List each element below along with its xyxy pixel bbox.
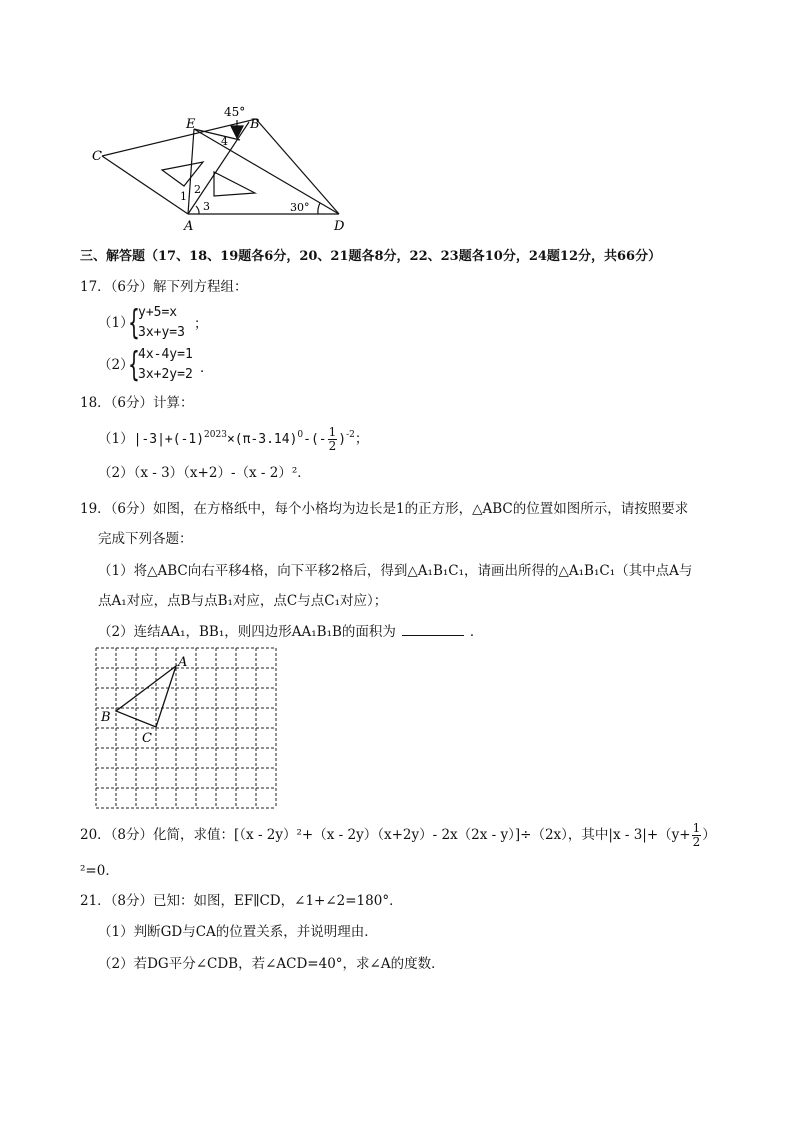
label-angle-3: 3 [203, 200, 210, 213]
label-B: B [250, 117, 260, 132]
q17-p1-brace: { [128, 303, 140, 343]
q17-p2-eq2: 3x+2y=2 [138, 367, 193, 382]
line-CA [102, 156, 188, 214]
label-A: A [184, 219, 194, 234]
label-45: 45° [224, 105, 246, 119]
q17-p2-eq1: 4x-4y=1 [138, 347, 193, 362]
angle-arc-3 [196, 206, 199, 214]
q18-p1-b: ×(π-3.14) [226, 432, 298, 447]
q21-stem: 21．（8分）已知：如图，EF∥CD，∠1+∠2=180°． [80, 893, 403, 909]
q19-grid-figure [92, 646, 278, 810]
q18-p1-frac-den: 2 [328, 439, 337, 453]
q18-p1-exp2: 0 [297, 430, 304, 440]
q19-p2-text: （2）连结AA₁，BB₁，则四边形AA₁B₁B的面积为 [98, 624, 396, 640]
label-C: C [92, 149, 102, 164]
q18-stem: 18．（6分）计算： [80, 395, 194, 411]
arrow-45-head [231, 126, 243, 138]
q17-p1-label: （1） [98, 315, 134, 331]
q18-part1 [98, 426, 368, 453]
q18-p1-frac-num: 1 [328, 425, 337, 439]
section-3-heading: 三、解答题（17、18、19题各6分，20、21题各8分，22、23题各10分，24题12分，共66分） [80, 249, 662, 264]
label-D: D [334, 219, 345, 234]
q18-p1-exp3: -2 [346, 430, 355, 440]
line-EA [188, 129, 194, 214]
q19-stem-line1: 19．（6分）如图，在方格纸中，每个小格均为边长是1的正方形，△ABC的位置如图所示，请按照要求 [80, 501, 689, 517]
q20-text-end: ） [702, 827, 716, 843]
q19-p2-end: ． [469, 624, 484, 640]
q17-p1-eq2: 3x+y=3 [138, 325, 185, 340]
grid-label-A: A [178, 655, 188, 670]
q18-part2: （2）（x - 3）（x+2）-（x - 2）²． [98, 465, 311, 481]
q18-p1-d: ) [338, 432, 347, 447]
top-geometry-figure [88, 98, 348, 234]
q20-fraction [692, 822, 702, 849]
q19-part1-line2: 点A₁对应，点B与点B₁对应，点C与点C₁对应）； [98, 593, 388, 609]
line-BD [256, 119, 339, 214]
q19-part2 [98, 623, 483, 641]
q20-line2: ²=0． [80, 863, 119, 879]
grid-label-C: C [142, 731, 152, 746]
q17-p1-end: ； [194, 316, 208, 332]
q18-p1-fraction [328, 426, 338, 453]
q17-p1-eq1: y+5=x [138, 305, 178, 320]
q18-p1-a: |-3|+(-1) [133, 432, 205, 447]
q19-answer-blank[interactable] [402, 623, 464, 636]
q17-p2-label: （2） [98, 357, 134, 373]
q19-stem-line2: 完成下列各题： [98, 531, 193, 547]
line-AB [188, 122, 249, 214]
grid-lines [96, 648, 276, 808]
label-angle-1: 1 [180, 190, 187, 203]
q20-line1 [80, 822, 716, 849]
q17-stem: 17．（6分）解下列方程组： [80, 279, 248, 295]
q18-p1-label: （1） [98, 431, 134, 447]
grid-label-B: B [101, 710, 111, 725]
angle-arc-30 [318, 203, 320, 214]
label-angle-4: 4 [221, 135, 228, 148]
q18-p1-exp1: 2023 [204, 430, 227, 440]
q17-p2-brace: { [128, 345, 140, 385]
q17-p2-end: ． [200, 360, 214, 376]
q21-part2: （2）若DG平分∠CDB，若∠ACD=40°，求∠A的度数． [98, 956, 445, 972]
triangle-ABC [116, 666, 176, 727]
q19-part1-line1: （1）将△ABC向右平移4格，向下平移2格后，得到△A₁B₁C₁，请画出所得的△A₁B₁C₁（其中点A与 [98, 563, 693, 579]
label-angle-2: 2 [194, 183, 201, 196]
inner-triangle-2 [214, 172, 255, 196]
q18-p1-end: ； [354, 431, 369, 447]
q20-text: 20．（8分）化简，求值：[（x - 2y）²+（x - 2y）（x+2y）- 2x（2x - y）]÷（2x），其中|x - 3|+（y+ [80, 827, 691, 843]
line-CB [102, 119, 256, 156]
label-30: 30° [290, 201, 310, 214]
q21-part1: （1）判断GD与CA的位置关系，并说明理由． [98, 924, 378, 940]
q18-p1-c: -(- [303, 432, 327, 447]
q20-frac-den: 2 [692, 835, 701, 849]
label-E: E [186, 117, 196, 132]
q20-frac-num: 1 [692, 821, 701, 835]
